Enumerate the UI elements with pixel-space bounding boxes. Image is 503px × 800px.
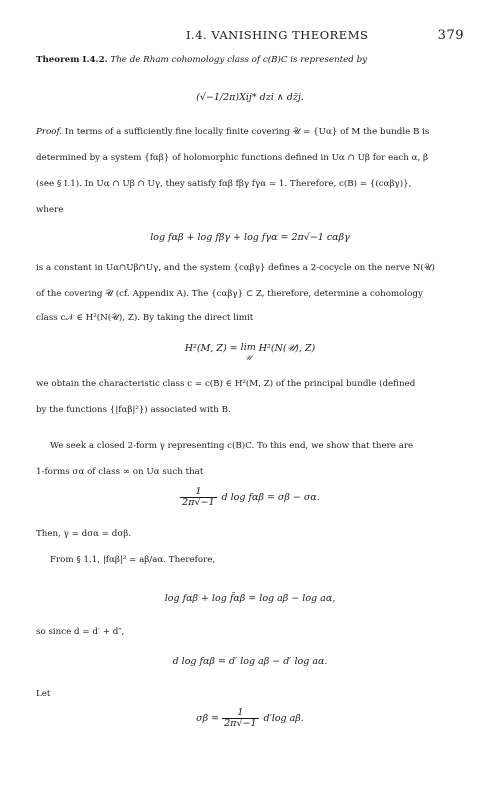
proof-line-3: (see § I.1). In Uα ∩ Uβ ∩ Uγ, they satisfy fαβ fβγ fγα = 1. Therefore, c(B) = {(cαβγ)}, bbox=[36, 179, 412, 189]
theorem-formula: (√−1/2π)Xij* dzi ∧ dz̄j. bbox=[196, 92, 304, 103]
equation-cocycle: log fαβ + log fβγ + log fγα = 2π√−1 cαβγ bbox=[150, 232, 350, 243]
running-header bbox=[36, 28, 464, 44]
equation-direct-limit bbox=[36, 343, 464, 367]
proof-line-4: where bbox=[36, 205, 64, 215]
let-line: Let bbox=[36, 689, 51, 699]
para2-line-1: We seek a closed 2-form γ representing c(B)C. To this end, we show that there are bbox=[50, 441, 414, 451]
equation-log-sum: log fαβ + log f̄αβ = log aβ − log aα, bbox=[164, 593, 336, 604]
eq6-numerator: 1 bbox=[222, 708, 258, 719]
lim-subscript: 𝒰 bbox=[245, 354, 252, 362]
so-line: so since d = d′ + d″, bbox=[36, 627, 125, 637]
proof-label: Proof. bbox=[36, 127, 63, 137]
page-number: 379 bbox=[437, 28, 464, 43]
proof-line-9: by the functions {|fαβ|²}) associated with B. bbox=[36, 405, 231, 415]
eq6-fraction bbox=[222, 708, 258, 729]
lim-text: lim bbox=[240, 342, 256, 353]
eq2-right: H²(N(𝒰), Z) bbox=[258, 343, 316, 354]
proof-text-1: In terms of a sufficiently fine locally finite covering 𝒰 = {Uα} of M the bundle B is bbox=[64, 127, 430, 137]
proof-line-7: class c𝒩 ∈ H²(N(𝒰), Z). By taking the direct limit bbox=[36, 313, 254, 323]
eq6-left: σβ = bbox=[196, 713, 223, 724]
eq2-left: H²(M, Z) = bbox=[184, 343, 241, 354]
theorem-text: The de Rham cohomology class of c(B)C is represented by bbox=[110, 55, 368, 65]
then-line: Then, γ = dσα = dσβ. bbox=[36, 529, 132, 539]
proof-line-5: is a constant in Uα∩Uβ∩Uγ, and the system {cαβγ} defines a 2-cocycle on the nerve N(𝒰) bbox=[36, 263, 435, 273]
eq3-denominator: 2π√−1 bbox=[182, 497, 215, 508]
para2-line-2: 1-forms σα of class ∞ on Uα such that bbox=[36, 467, 204, 477]
theorem-label: Theorem I.4.2. bbox=[36, 55, 108, 65]
equation-sigma-definition bbox=[36, 708, 464, 734]
eq6-denominator: 2π√−1 bbox=[224, 718, 257, 729]
eq6-rest: d′log aβ. bbox=[263, 713, 304, 724]
eq3-numerator: 1 bbox=[180, 487, 216, 498]
eq3-rest: d log fαβ = σβ − σα. bbox=[221, 492, 320, 503]
eq3-fraction bbox=[180, 487, 216, 508]
equation-sigma-difference bbox=[36, 487, 464, 513]
from-line: From § 1.1, |fαβ|² = aβ/aα. Therefore, bbox=[50, 555, 216, 565]
proof-line-8: we obtain the characteristic class c = c(B) ∈ H²(M, Z) of the principal bundle (defined bbox=[36, 379, 416, 389]
lim-operator bbox=[241, 343, 256, 363]
equation-d-log: d log fαβ = d′ log aβ − d′ log aα. bbox=[172, 656, 328, 667]
proof-line-2: determined by a system {fαβ} of holomorphic functions defined in Uα ∩ Uβ for each α, β bbox=[36, 153, 429, 163]
theorem-statement bbox=[36, 54, 464, 66]
proof-line-6: of the covering 𝒰 (cf. Appendix A). The {cαβγ} ⊂ Z, therefore, determine a cohomology bbox=[36, 289, 423, 299]
section-title: I.4. VANISHING THEOREMS bbox=[186, 28, 369, 42]
proof-line-1 bbox=[36, 126, 464, 138]
